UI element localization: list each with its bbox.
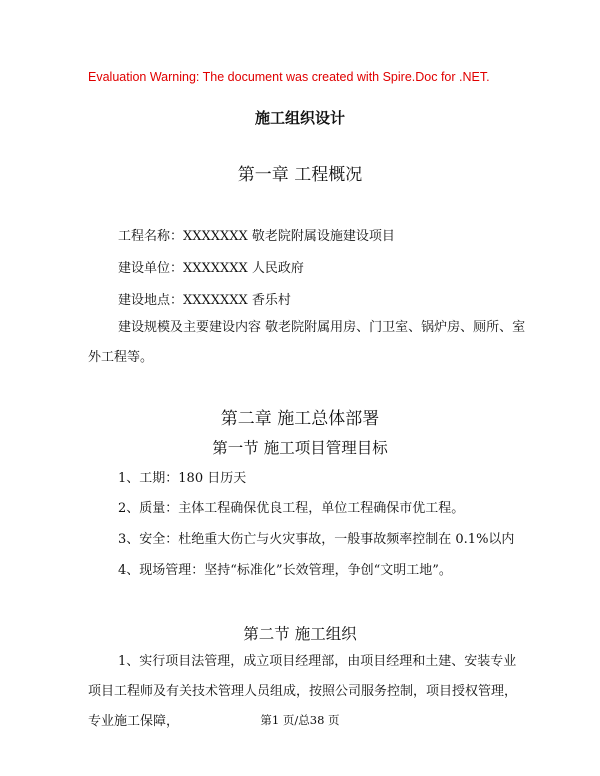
goal-item-site-management: 4、现场管理：坚持“标准化”长效管理，争创“文明工地”。 [118, 563, 452, 578]
project-name-line: 工程名称：XXXXXXX 敬老院附属设施建设项目 [118, 229, 395, 244]
construction-unit-line: 建设单位：XXXXXXX 人民政府 [118, 261, 304, 276]
chapter-2-heading: 第二章 施工总体部署 [220, 409, 380, 429]
section-2-heading: 第二节 施工组织 [243, 625, 357, 643]
evaluation-warning: Evaluation Warning: The document was created with Spire.Doc for .NET. [88, 70, 490, 84]
construction-scope-paragraph: 建设规模及主要建设内容 敬老院附属用房、门卫室、锅炉房、厕所、室外工程等。 [88, 320, 526, 365]
organization-paragraph: 1、实行项目法管理，成立项目经理部，由项目经理和土建、安装专业项目工程师及有关技术管理人员组成，按照公司服务控制，项目授权管理，专业施工保障， [88, 654, 518, 729]
section-1-heading: 第一节 施工项目管理目标 [212, 439, 388, 457]
page-number-footer: 第1 页/总38 页 [260, 713, 340, 727]
document-title: 施工组织设计 [254, 109, 345, 127]
goal-item-duration: 1、工期：180 日历天 [118, 471, 247, 486]
construction-site-line: 建设地点：XXXXXXX 香乐村 [118, 293, 291, 308]
goal-item-quality: 2、质量：主体工程确保优良工程，单位工程确保市优工程。 [118, 501, 465, 516]
chapter-1-heading: 第一章 工程概况 [237, 165, 363, 185]
goal-item-safety: 3、安全：杜绝重大伤亡与火灾事故，一般事故频率控制在 0.1%以内 [118, 532, 515, 547]
